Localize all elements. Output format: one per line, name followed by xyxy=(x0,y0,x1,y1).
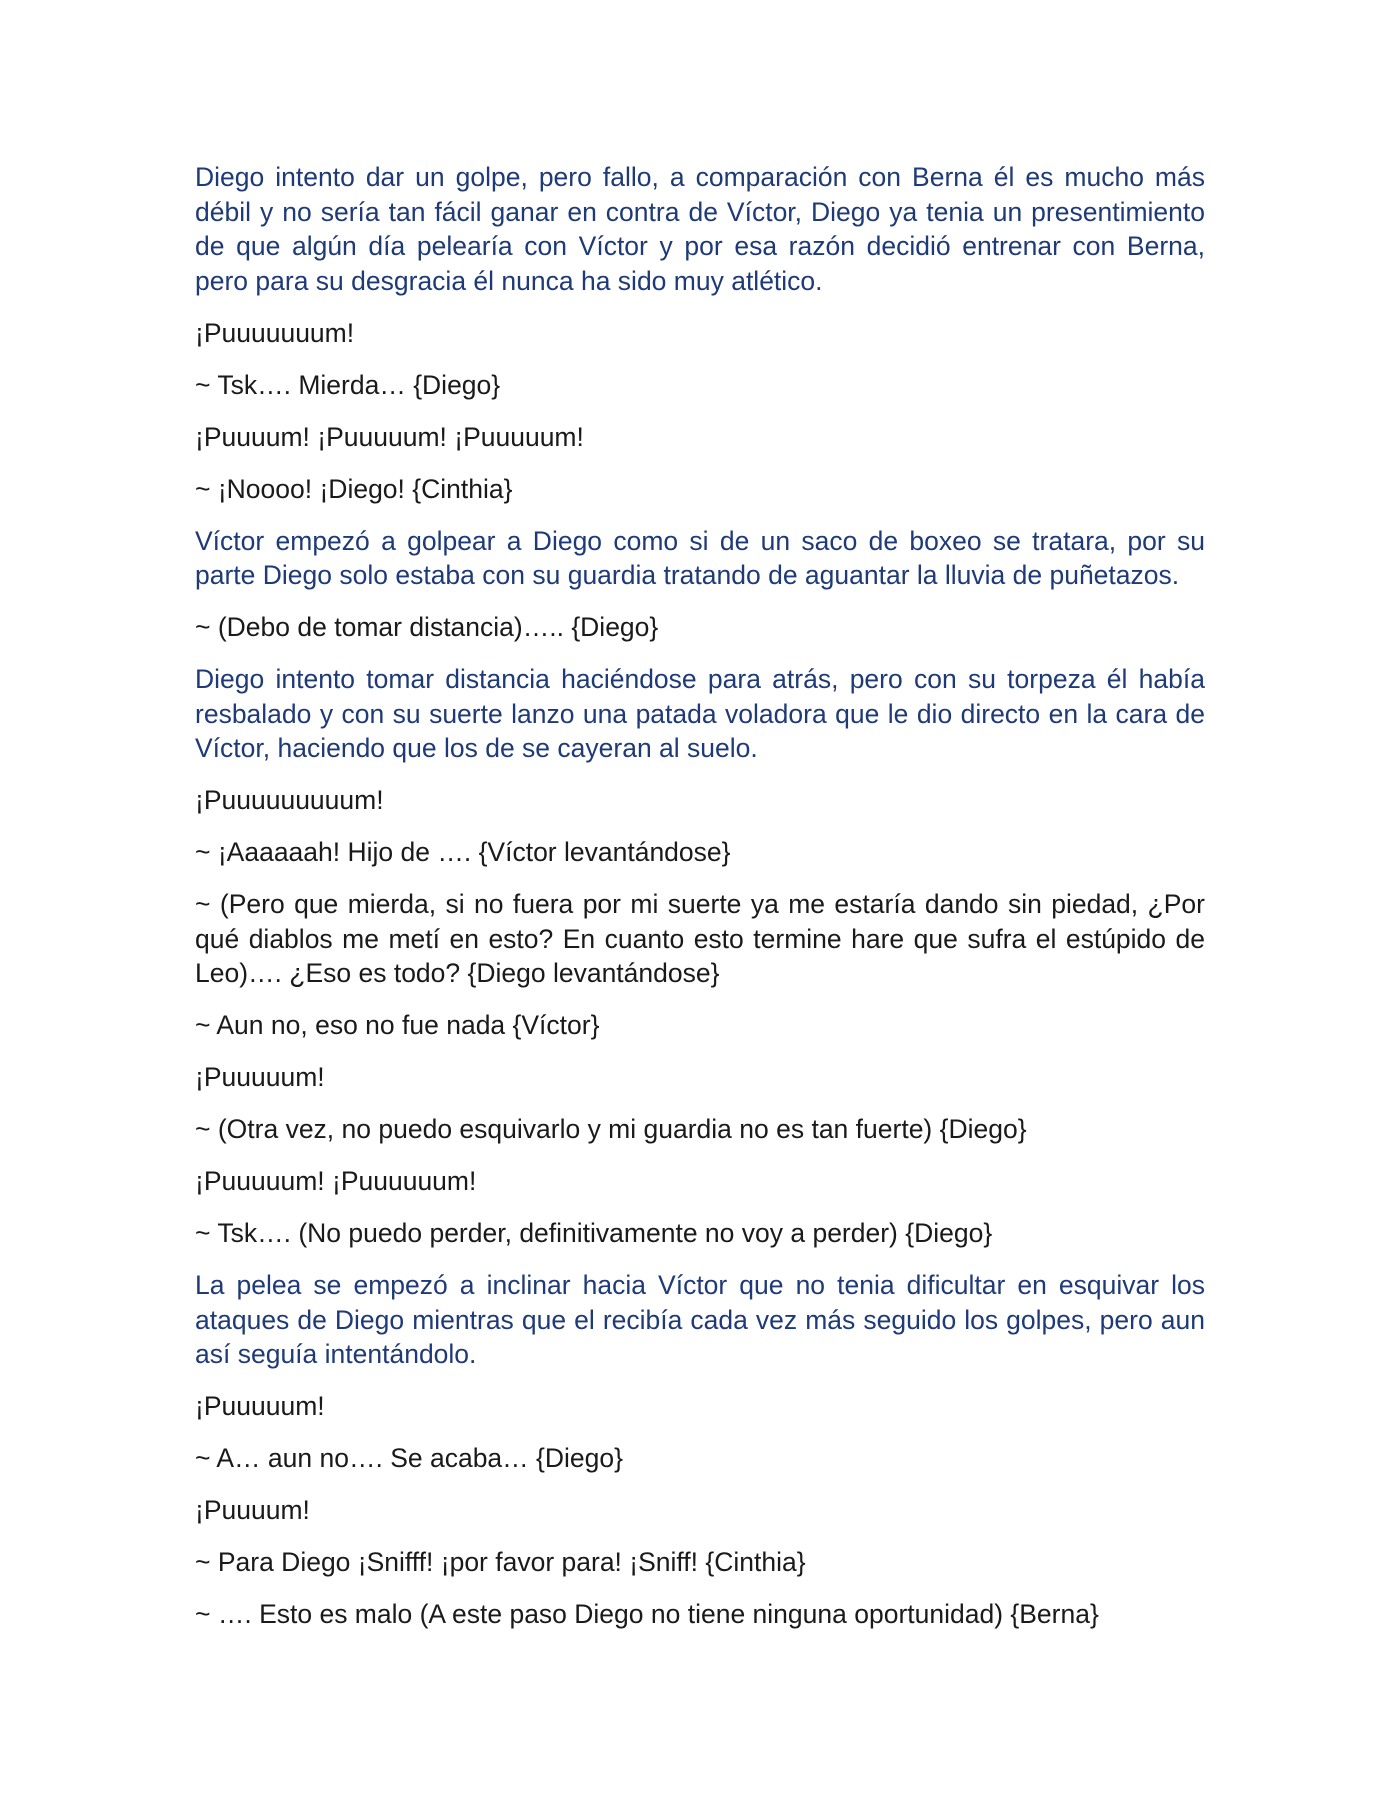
sound-effect-line: ¡Puuuuuuuuum! xyxy=(195,785,384,815)
dialogue-line: ~ Tsk…. Mierda… {Diego} xyxy=(195,369,501,400)
sound-effect-line: ¡Puuuuum! xyxy=(195,1391,325,1421)
narration-paragraph: Diego intento tomar distancia haciéndose para atrás, pero con su torpeza él había resbalado y con su suerte lanzo una patada voladora que le dio directo en la cara de Víctor, haciendo que los de se cayeran al suelo. xyxy=(195,664,1205,763)
sound-effect-line: ¡Puuuuum! xyxy=(195,1062,325,1092)
sound-effect-line: ¡Puuuum! ¡Puuuuum! ¡Puuuuum! xyxy=(195,421,584,452)
dialogue-line: ~ (Debo de tomar distancia)….. {Diego} xyxy=(195,612,659,642)
dialogue-line: ~ ¡Aaaaaah! Hijo de …. {Víctor levantándose} xyxy=(195,837,731,867)
narration-paragraph: Diego intento dar un golpe, pero fallo, a comparación con Berna él es mucho más débil y no sería tan fácil ganar en contra de Víctor, Diego ya tenia un presentimiento de que algún día pelearía con Víctor y por esa razón decidió entrenar con Berna, pero para su desgracia él nunca ha sido muy atlético. xyxy=(195,162,1205,296)
dialogue-line: ~ Aun no, eso no fue nada {Víctor} xyxy=(195,1010,600,1040)
dialogue-line: ~ Tsk…. (No puedo perder, definitivamente no voy a perder) {Diego} xyxy=(195,1218,993,1248)
dialogue-line: ~ ¡Noooo! ¡Diego! {Cinthia} xyxy=(195,473,513,504)
narration-paragraph: Víctor empezó a golpear a Diego como si de un saco de boxeo se tratara, por su parte Diego solo estaba con su guardia tratando de aguantar la lluvia de puñetazos. xyxy=(195,525,1205,590)
sound-effect-line: ¡Puuuuuuum! xyxy=(195,317,355,348)
dialogue-line: ~ (Otra vez, no puedo esquivarlo y mi guardia no es tan fuerte) {Diego} xyxy=(195,1114,1027,1144)
dialogue-line: ~ (Pero que mierda, si no fuera por mi suerte ya me estaría dando sin piedad, ¿Por qué diablos me metí en esto? En cuanto esto termine hare que sufra el estúpido de Leo)…. ¿Eso es todo? {Diego levantándose} xyxy=(195,889,1205,988)
sound-effect-line: ¡Puuuum! xyxy=(195,1495,310,1525)
narration-paragraph: La pelea se empezó a inclinar hacia Víctor que no tenia dificultar en esquivar los ataques de Diego mientras que el recibía cada vez más seguido los golpes, pero aun así seguía intentándolo. xyxy=(195,1270,1205,1369)
sound-effect-line: ¡Puuuuum! ¡Puuuuuum! xyxy=(195,1166,477,1196)
dialogue-line: ~ …. Esto es malo (A este paso Diego no tiene ninguna oportunidad) {Berna} xyxy=(195,1599,1099,1629)
dialogue-line: ~ Para Diego ¡Snifff! ¡por favor para! ¡Sniff! {Cinthia} xyxy=(195,1547,806,1577)
dialogue-line: ~ A… aun no…. Se acaba… {Diego} xyxy=(195,1443,623,1473)
document-body xyxy=(195,160,1205,1649)
